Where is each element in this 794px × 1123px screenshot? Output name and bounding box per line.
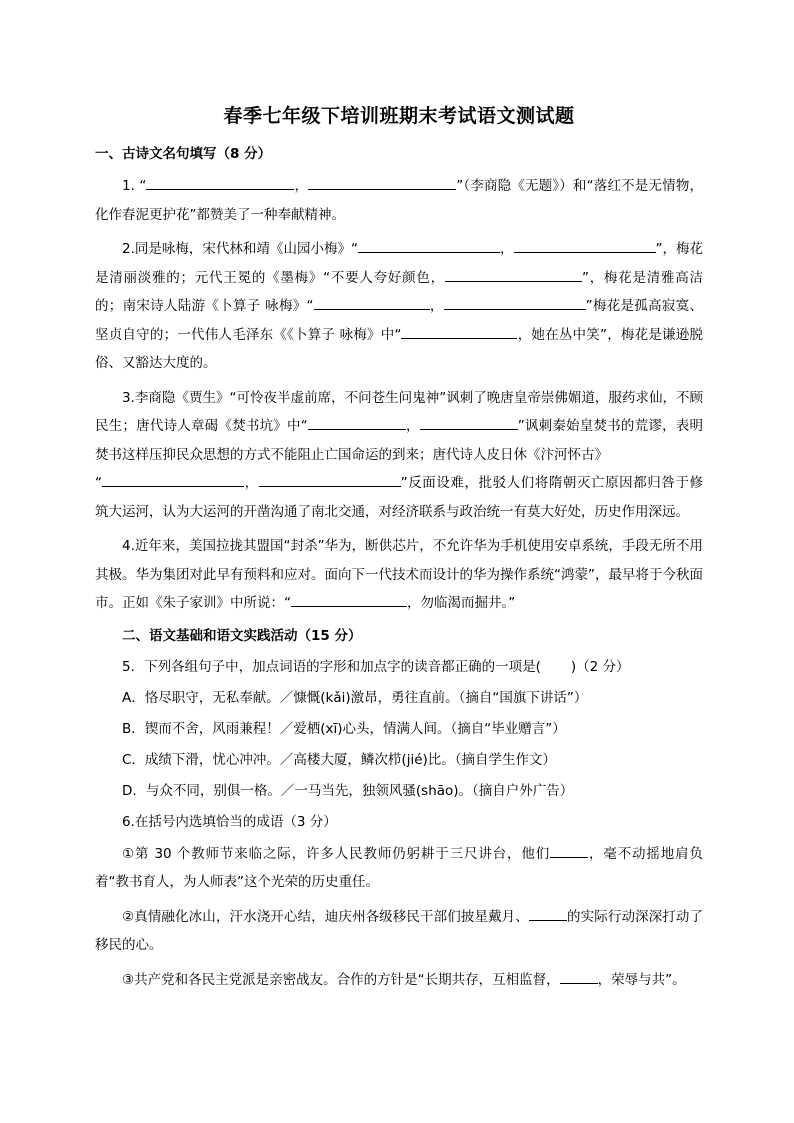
q4-text-a: 4.近年来，美国拉拢其盟国“封杀”华为，断供芯片，不允许华为手机使用安卓系统，手段无所不用其极。华为集团对此早有预料和应对。面向下一代技术而设计的华为操作系统“鸿蒙”，最早将于今秋面市。正如《朱子家训》中所说：“: [95, 538, 703, 611]
question-3: [95, 384, 703, 527]
q2-text-c: ”，梅花是清丽淡雅的；元代王冕的《墨梅》“不要人夸好颜色，: [95, 241, 704, 286]
answer-blank[interactable]: [291, 590, 407, 607]
q3-text-a: 3.李商隐《贾生》“可怜夜半虚前席，不问苍生问鬼神”讽刺了晚唐皇帝崇佛媚道，服药求仙，不顾民生；唐代诗人章碣《焚书坑》中“: [95, 389, 703, 434]
q6-i1-a: ①第 30 个教师节来临之际，许多人民教师仍躬耕于三尺讲台，他们: [122, 845, 551, 862]
question-6-item-1: [95, 840, 703, 897]
question-6-item-2: [95, 903, 703, 960]
q2-text-g: ，她在丛中笑”，梅花是谦逊脱俗、又豁达大度的。: [95, 326, 703, 371]
answer-blank[interactable]: [529, 904, 567, 921]
answer-blank[interactable]: [560, 967, 598, 984]
answer-blank[interactable]: [259, 470, 401, 487]
option-d[interactable]: D．与众不同，别俱一格。／一马当先，独领风骚(shāo)。（摘自户外广告）: [122, 782, 574, 799]
answer-blank[interactable]: [550, 841, 588, 858]
question-5-stem: [95, 654, 703, 680]
question-6-stem: 6.在括号内选填恰当的成语（3 分）: [122, 813, 337, 830]
option-b[interactable]: B．锲而不舍，风雨兼程！／爱栖(xī)心头，情满人间。（摘自“毕业赠言”）: [122, 720, 566, 737]
q5-stem-b: )（2 分）: [570, 658, 630, 675]
section-1-heading: 一、古诗文名句填写（8 分）: [95, 146, 272, 162]
answer-blank[interactable]: [314, 293, 430, 310]
q6-i2-b: 的实际行动深深打动了移民的心。: [95, 908, 704, 953]
option-a[interactable]: A．恪尽职守，无私奉献。／慷慨(kǎi)激昂，勇往直前。（摘自“国旗下讲话”）: [122, 689, 588, 706]
question-4: [95, 532, 703, 618]
q2-text-e: ，: [429, 298, 444, 314]
question-6-item-3: [95, 966, 703, 995]
q2-text-d: ”，梅花是清雅高洁的；南宋诗人陆游《卜算子 咏梅》“: [95, 269, 703, 314]
answer-blank[interactable]: [102, 470, 244, 487]
question-2: [95, 235, 703, 378]
answer-blank[interactable]: [445, 265, 582, 282]
q2-text-f: ”梅花是孤高寂寞、坚贞自守的；一代伟人毛泽东《《卜算子 咏梅》中“: [95, 298, 703, 343]
section-2-heading: 二、语文基础和语文实践活动（15 分）: [122, 627, 362, 644]
answer-blank[interactable]: [308, 173, 456, 190]
q6-i3-a: ③共产党和各民主党派是亲密战友。合作的方针是“长期共存，互相监督，: [122, 971, 560, 988]
q2-text-b: ，: [499, 241, 514, 257]
q3-text-c: ”讽刺秦始皇焚书的荒谬，表明焚书这样压抑民众思想的方式不能阻止亡国命运的到来；唐代诗人皮日休《汴河怀古》: [95, 418, 703, 463]
answer-blank[interactable]: [444, 293, 586, 310]
q6-i3-b: ，荣辱与共”。: [597, 971, 686, 988]
question-1: [95, 172, 703, 229]
answer-blank[interactable]: [420, 413, 518, 430]
q4-text-b: ，勿临渴而掘井。”: [407, 595, 516, 611]
q1-text-c: ”（李商隐《无题》）和“落红不是无情物，化作春泥更护花”都赞美了一种奉献精神。: [95, 178, 703, 223]
answer-blank[interactable]: [514, 236, 656, 253]
q1-text-b: ，: [294, 178, 309, 194]
answer-blank[interactable]: [146, 173, 294, 190]
q3-text-e: ，: [244, 475, 259, 491]
answer-blank[interactable]: [358, 236, 500, 253]
q6-i2-a: ②真情融化冰山，汗水浇开心结，迪庆州各级移民干部们披星戴月、: [122, 908, 529, 925]
q6-i1-b: ，毫不动摇地肩负着“教书育人，为人师表”这个光荣的历史重任。: [95, 845, 703, 890]
page-title: 春季七年级下培训班期末考试语文测试题: [223, 105, 575, 127]
q2-text-a: 2.同是咏梅，宋代林和靖《山园小梅》“: [122, 241, 358, 257]
q3-text-b: ，: [405, 418, 420, 434]
q5-stem-a: 5．下列各组句子中，加点词语的字形和加点字的读音都正确的一项是(: [122, 658, 541, 675]
q3-text-d: “: [95, 475, 102, 491]
q3-text-f: ”反面设难，批驳人们将隋朝灭亡原因都归咎于修筑大运河，认为大运河的开凿沟通了南北交通，对经济联系与政治统一有莫大好处，历史作用深远。: [95, 475, 704, 520]
q1-text-a: 1. “: [122, 178, 147, 194]
option-c[interactable]: C．成绩下滑，忧心冲冲。／高楼大厦，鳞次栉(jié)比。（摘自学生作文）: [122, 751, 557, 768]
answer-blank[interactable]: [308, 413, 406, 430]
answer-blank[interactable]: [401, 322, 517, 339]
